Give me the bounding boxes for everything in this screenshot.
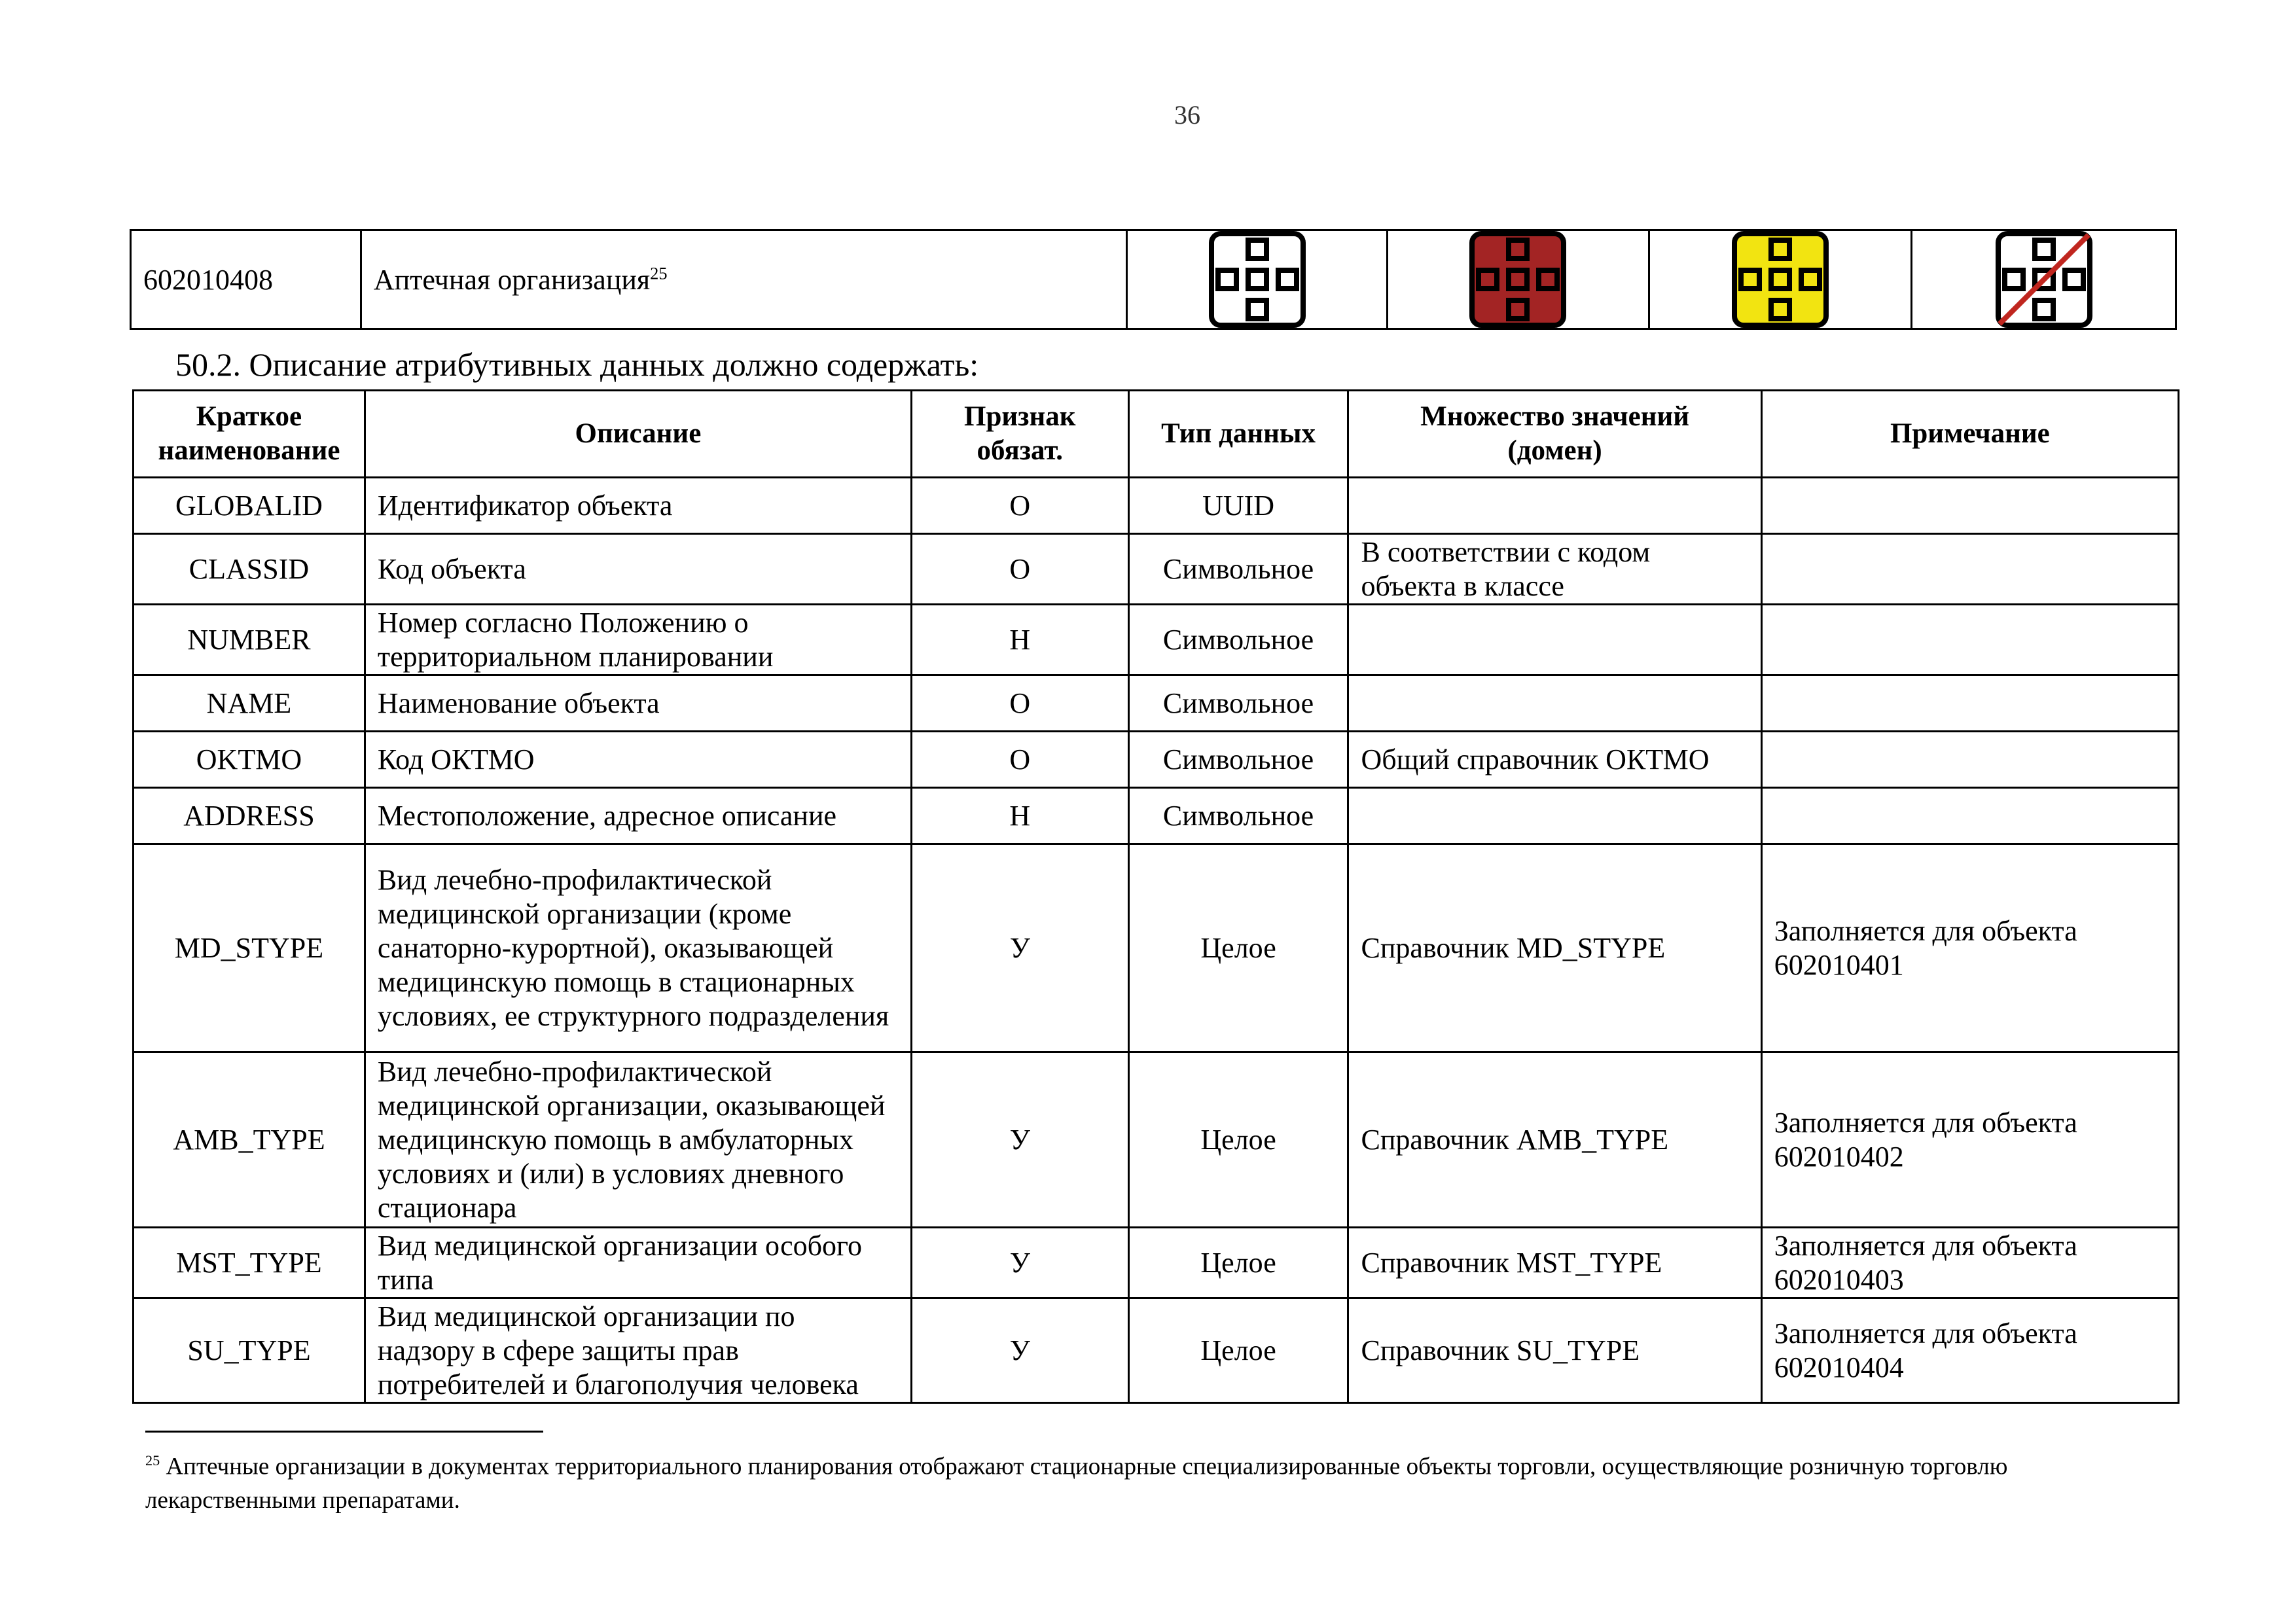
cell-domain: Справочник SU_TYPE bbox=[1348, 1298, 1761, 1403]
cell-type: UUID bbox=[1128, 478, 1348, 534]
object-name: Аптечная организация$^{25}$ bbox=[361, 230, 1127, 329]
cell-name: SU_TYPE bbox=[134, 1298, 365, 1403]
header-required: Признак обязат. bbox=[911, 391, 1128, 478]
cell-note: Заполняется для объекта 602010404 bbox=[1761, 1298, 2178, 1403]
footnote-number: 25 bbox=[145, 1452, 160, 1469]
cell-type: Символьное bbox=[1128, 675, 1348, 732]
footnote bbox=[145, 1444, 2043, 1518]
table-row bbox=[134, 1052, 2179, 1228]
header-row bbox=[134, 391, 2179, 478]
cell-domain: Справочник AMB_TYPE bbox=[1348, 1052, 1761, 1228]
cell-domain: Справочник MD_STYPE bbox=[1348, 844, 1761, 1052]
header-description: Описание bbox=[365, 391, 911, 478]
icon-frame bbox=[1211, 234, 1303, 325]
cell-required: Н bbox=[911, 788, 1128, 844]
cell-note bbox=[1761, 605, 2178, 675]
icon-cell-planned bbox=[1388, 230, 1649, 329]
cell-name: ADDRESS bbox=[134, 788, 365, 844]
pharmacy-icon-existing bbox=[1209, 231, 1306, 328]
cell-note: Заполняется для объекта 602010403 bbox=[1761, 1228, 2178, 1298]
cell-type: Символьное bbox=[1128, 732, 1348, 788]
cell-type: Символьное bbox=[1128, 788, 1348, 844]
cell-domain: Справочник MST_TYPE bbox=[1348, 1228, 1761, 1298]
cell-description: Код ОКТМО bbox=[365, 732, 911, 788]
header-short-name: Краткое наименование bbox=[134, 391, 365, 478]
section-heading: 50.2. Описание атрибутивных данных должно содержать: bbox=[175, 346, 979, 383]
cell-type: Целое bbox=[1128, 1228, 1348, 1298]
cell-required: У bbox=[911, 1298, 1128, 1403]
cell-description: Наименование объекта bbox=[365, 675, 911, 732]
table-row bbox=[134, 605, 2179, 675]
cell-domain bbox=[1348, 605, 1761, 675]
cell-note bbox=[1761, 675, 2178, 732]
table-row bbox=[134, 788, 2179, 844]
cell-name: MST_TYPE bbox=[134, 1228, 365, 1298]
cell-description: Вид лечебно-профилактической медицинской организации (кроме санаторно-курортной), оказывающей медицинскую помощь в стационарных условиях, ее структурного подразделения bbox=[365, 844, 911, 1052]
cell-name: GLOBALID bbox=[134, 478, 365, 534]
cell-name: MD_STYPE bbox=[134, 844, 365, 1052]
cell-description: Вид медицинской организации особого типа bbox=[365, 1228, 911, 1298]
table-row bbox=[134, 478, 2179, 534]
object-table bbox=[130, 229, 2177, 330]
cell-description: Вид лечебно-профилактической медицинской организации, оказывающей медицинскую помощь в амбулаторных условиях и (или) в условиях дневного стационара bbox=[365, 1052, 911, 1228]
cell-description: Вид медицинской организации по надзору в сфере защиты прав потребителей и благополучия человека bbox=[365, 1298, 911, 1403]
object-row bbox=[131, 230, 2176, 329]
cell-domain bbox=[1348, 675, 1761, 732]
cell-required: О bbox=[911, 675, 1128, 732]
table-row bbox=[134, 675, 2179, 732]
icon-frame bbox=[1472, 234, 1564, 325]
cell-required: О bbox=[911, 478, 1128, 534]
cell-required: У bbox=[911, 844, 1128, 1052]
cell-domain bbox=[1348, 478, 1761, 534]
table-row bbox=[134, 1228, 2179, 1298]
footnote-divider bbox=[145, 1431, 543, 1433]
cell-required: Н bbox=[911, 605, 1128, 675]
table-row bbox=[134, 732, 2179, 788]
pharmacy-icon-planned bbox=[1469, 231, 1566, 328]
table-row bbox=[134, 534, 2179, 605]
cell-required: У bbox=[911, 1052, 1128, 1228]
cell-note bbox=[1761, 732, 2178, 788]
cell-description: Код объекта bbox=[365, 534, 911, 605]
cell-type: Целое bbox=[1128, 1298, 1348, 1403]
cell-note: Заполняется для объекта 602010402 bbox=[1761, 1052, 2178, 1228]
cell-note: Заполняется для объекта 602010401 bbox=[1761, 844, 2178, 1052]
cell-name: CLASSID bbox=[134, 534, 365, 605]
cell-note bbox=[1761, 534, 2178, 605]
cell-note bbox=[1761, 788, 2178, 844]
footnote-text: Аптечные организации в документах территориального планирования отображают стационарные специализированные объекты торговли, осуществляющие розничную торговлю лекарственными препаратами. bbox=[145, 1453, 2008, 1514]
cell-note bbox=[1761, 478, 2178, 534]
page-number: 36 bbox=[1174, 100, 1200, 130]
cell-name: OKTMO bbox=[134, 732, 365, 788]
footnote-ref: 25 bbox=[650, 262, 668, 283]
pharmacy-icon-liquidated bbox=[1996, 231, 2092, 328]
icon-cell-existing bbox=[1127, 230, 1388, 329]
cell-name: NUMBER bbox=[134, 605, 365, 675]
cell-domain: Общий справочник ОКТМО bbox=[1348, 732, 1761, 788]
cell-type: Целое bbox=[1128, 844, 1348, 1052]
object-code: 602010408 bbox=[131, 230, 361, 329]
cell-type: Символьное bbox=[1128, 605, 1348, 675]
header-note: Примечание bbox=[1761, 391, 2178, 478]
cell-type: Символьное bbox=[1128, 534, 1348, 605]
cell-type: Целое bbox=[1128, 1052, 1348, 1228]
header-data-type: Тип данных bbox=[1128, 391, 1348, 478]
table-row bbox=[134, 844, 2179, 1052]
cell-name: NAME bbox=[134, 675, 365, 732]
cell-required: О bbox=[911, 534, 1128, 605]
cell-required: У bbox=[911, 1228, 1128, 1298]
cell-required: О bbox=[911, 732, 1128, 788]
cell-name: AMB_TYPE bbox=[134, 1052, 365, 1228]
icon-frame bbox=[1734, 234, 1826, 325]
table-row bbox=[134, 1298, 2179, 1403]
cell-description: Номер согласно Положению о территориальном планировании bbox=[365, 605, 911, 675]
icon-cell-reconstructed bbox=[1649, 230, 1912, 329]
icon-cell-liquidated bbox=[1912, 230, 2176, 329]
cell-description: Местоположение, адресное описание bbox=[365, 788, 911, 844]
attribute-table bbox=[132, 389, 2179, 1404]
header-domain: Множество значений (домен) bbox=[1348, 391, 1761, 478]
cell-domain bbox=[1348, 788, 1761, 844]
cell-domain: В соответствии с кодом объекта в классе bbox=[1348, 534, 1761, 605]
pharmacy-icon-reconstructed bbox=[1732, 231, 1829, 328]
cell-description: Идентификатор объекта bbox=[365, 478, 911, 534]
